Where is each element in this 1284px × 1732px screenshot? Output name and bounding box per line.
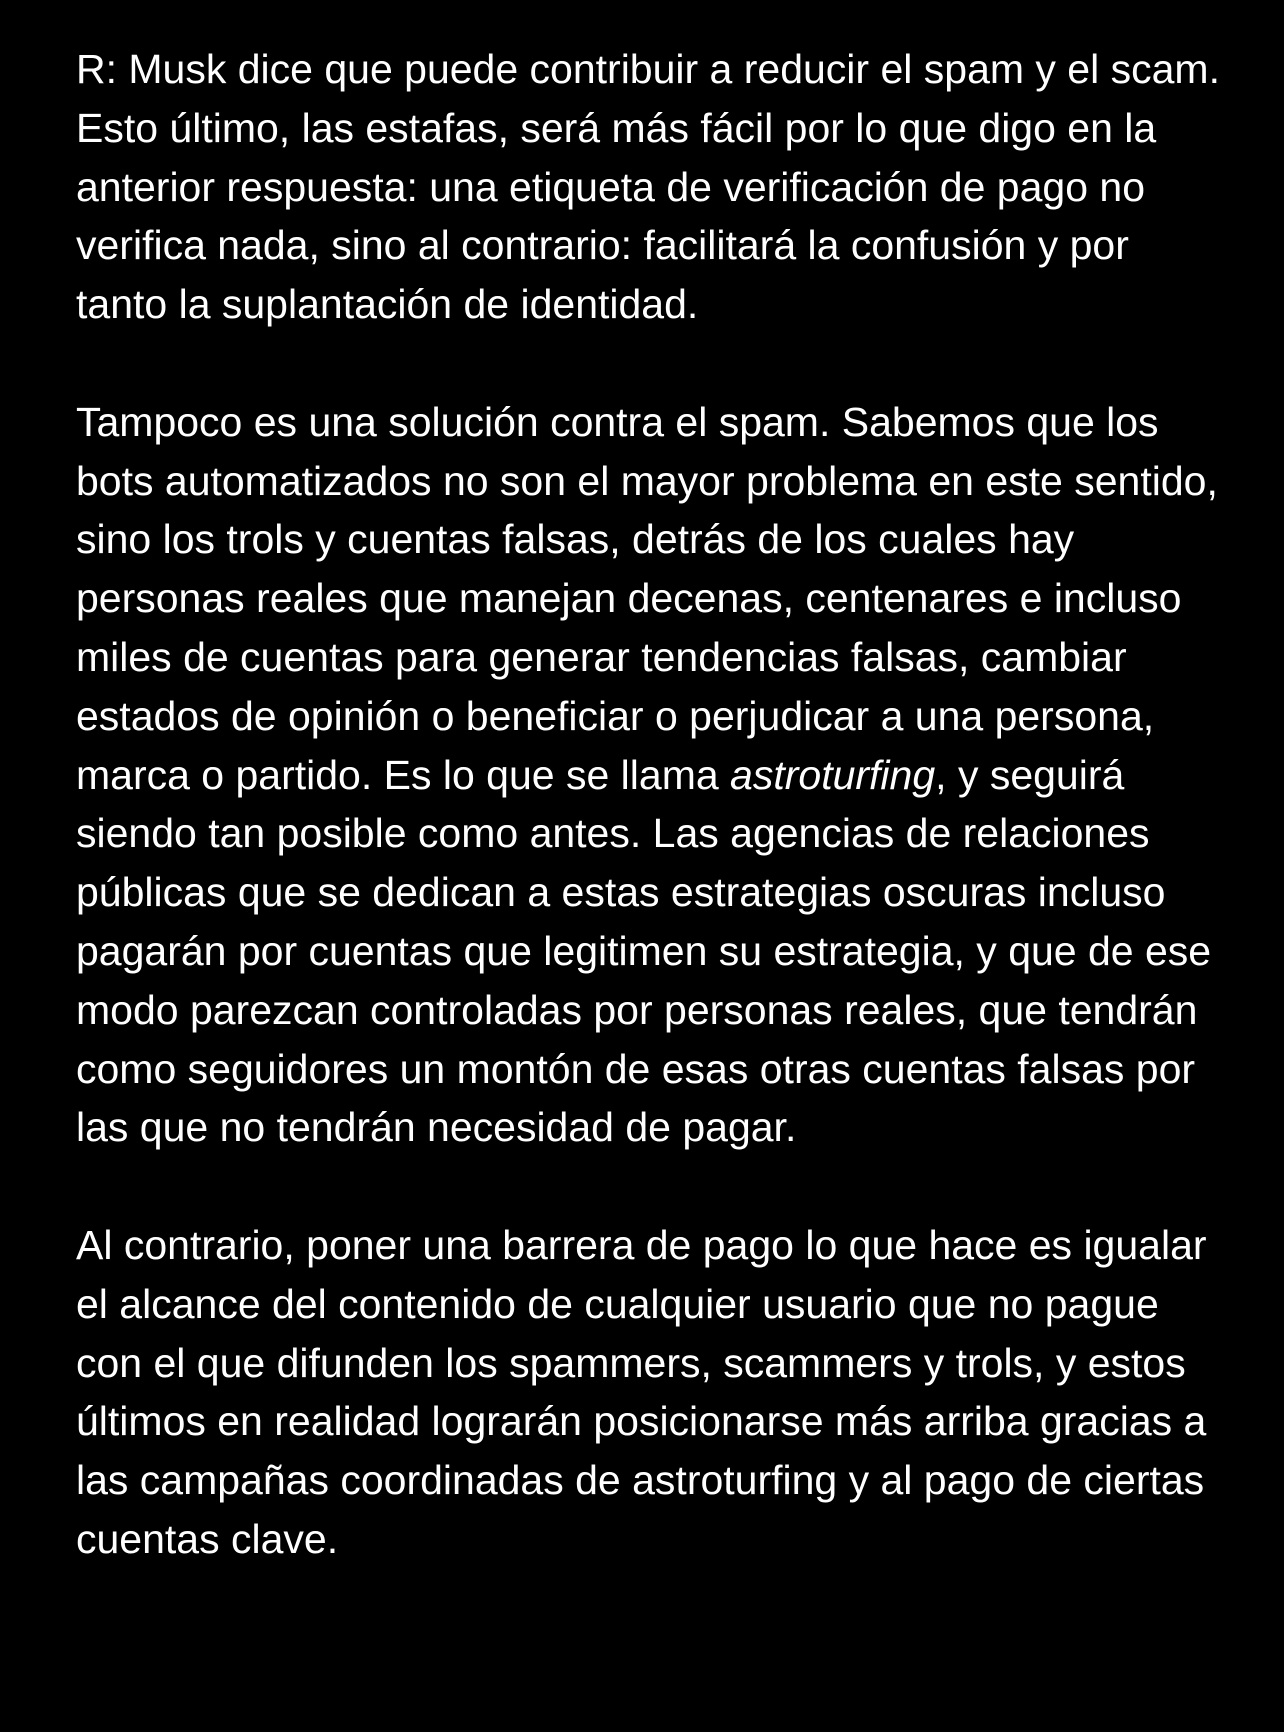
italic-term: astroturfing <box>730 751 936 798</box>
paragraph-3: Al contrario, poner una barrera de pago lo que hace es igualar el alcance del contenido de cualquier usuario que no pague con el que difunden los spammers, scammers y trols, y estos últimos en realidad lograrán posicionarse más arriba gracias a las campañas coordinadas de astroturfing y al pago de ciertas cuentas clave. <box>76 1221 1207 1562</box>
paragraph-2 <box>76 393 1226 1157</box>
paragraph-2-text-start: Tampoco es una solución contra el spam. Sabemos que los bots automatizados no son el mayor problema en este sentido, sino los trols y cuentas falsas, detrás de los cuales hay personas reales que manejan decenas, centenares e incluso miles de cuentas para generar tendencias falsas, cambiar estados de opinión o beneficiar o perjudicar a una persona, marca o partido. Es lo que se llama <box>76 398 1218 798</box>
article-text <box>76 40 1226 1569</box>
paragraph-2-text-end: , y seguirá siendo tan posible como antes. Las agencias de relaciones públicas que se dedican a estas estrategias oscuras incluso pagarán por cuentas que legitimen su estrategia, y que de ese modo parezcan controladas por personas reales, que tendrán como seguidores un montón de esas otras cuentas falsas por las que no tendrán necesidad de pagar. <box>76 751 1212 1151</box>
paragraph-1: R: Musk dice que puede contribuir a reducir el spam y el scam. Esto último, las estafas, será más fácil por lo que digo en la anterior respuesta: una etiqueta de verificación de pago no verifica nada, sino al contrario: facilitará la confusión y por tanto la suplantación de identidad. <box>76 46 1220 328</box>
